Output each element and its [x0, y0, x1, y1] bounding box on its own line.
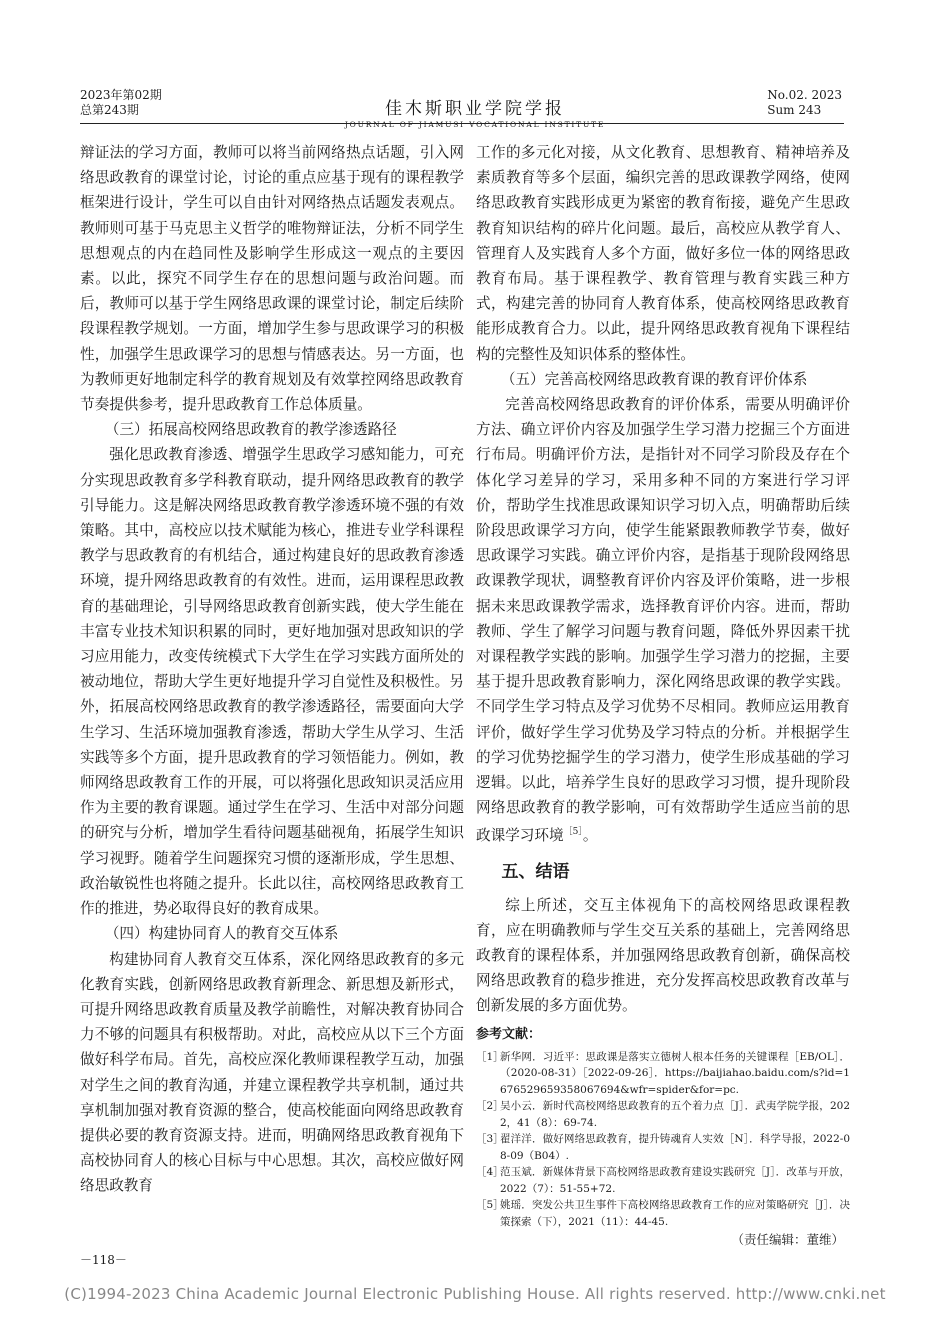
right-column	[476, 140, 850, 1250]
issue-no: No.02. 2023	[767, 88, 842, 102]
paragraph	[476, 392, 850, 849]
citation-5: ［5］	[563, 827, 583, 838]
paragraph: 强化思政教育渗透、增强学生思政学习感知能力，可充分实现思政教育多学科教育联动，提升网络思政教育的教学引导能力。这是解决网络思政教育教学渗透环境不强的有效策略。其中，高校应以技术赋能为核心，推进专业学科课程教学与思政教育的有机结合，通过构建良好的思政教育渗透环境，提升网络思政教育的有效性。进而，运用课程思政教育的基础理论，引导网络思政教育创新实践，使大学生能在丰富专业技术知识积累的同时，更好地加强对思政知识的学习应用能力，改变传统模式下大学生在学习实践方面所处的被动地位，帮助大学生更好地提升学习自觉性及积极性。另外，拓展高校网络思政教育的教学渗透路径，需要面向大学生学习、生活环境加强教育渗透，帮助大学生从学习、生活实践等多个方面，提升思政教育的学习领悟能力。例如，教师网络思政教育工作的开展，可以将强化思政知识灵活应用作为主要的教育课题。通过学生在学习、生活中对部分问题的研究与分析，增加学生看待问题基础视角，拓展学生知识学习视野。随着学生问题探究习惯的逐渐形成，学生思想、政治敏锐性也将随之提升。长此以往，高校网络思政教育工作的推进，势必取得良好的教育成果。	[80, 446, 464, 918]
left-column	[80, 140, 464, 1199]
issue-total: 总第243期	[80, 103, 139, 117]
paragraph: 辩证法的学习方面，教师可以将当前网络热点话题，引入网络思政教育的课堂讨论，讨论的重点应基于现有的课程教学框架进行设计，学生可以自由针对网络热点话题发表观点。教师则可基于马克思主义哲学的唯物辩证法，分析不同学生思想观点的内在趋同性及影响学生形成这一观点的主要因素。以此，探究不同学生存在的思想问题与政治问题。而后，教师可以基于学生网络思政课的课堂讨论，制定后续阶段课程教学规划。一方面，增加学生参与思政课学习的积极性，加强学生思政课学习的思想与情感表达。另一方面，也为教师更好地制定科学的教育规划及有效掌控网络思政教育节奏提供参考，提升思政教育工作总体质量。	[80, 144, 464, 414]
paragraph-text: 完善高校网络思政教育的评价体系，需要从明确评价方法、确立评价内容及加强学生学习潜力挖掘三个方面进行布局。明确评价方法，是指针对不同学习阶段及存在个体化学习差异的学习，采用多种不同的方案进行学习评价，帮助学生找准思政课知识学习切入点，明确帮助后续阶段思政课学习方向，使学生能紧跟教师教学节奏，做好思政课学习实践。确立评价内容，是指基于现阶段网络思政课教学现状，调整教育评价内容及评价策略，进一步根据未来思政课教学需求，选择教育评价内容。进而，帮助教师、学生了解学习问题与教育问题，降低外界因素干扰对课程教学实践的影响。加强学生学习潜力的挖掘，主要基于提升思政教育影响力，深化网络思政课的教学实践。不同学生学习特点及学习优势不尽相同。教师应运用教育评价，做好学生学习优势及学习特点的分析。并根据学生的学习优势挖掘学生的学习潜力，使学生形成基础的学习逻辑。以此，培养学生良好的思政学习习惯，提升现阶段网络思政教育的教学影响，可有效帮助学生适应当前的思政课学习环境	[476, 396, 850, 845]
reference-item	[476, 1098, 850, 1131]
reference-item	[476, 1049, 850, 1099]
section-heading-4: （四）构建协同育人的教育交互体系	[104, 925, 339, 943]
reference-text: 吴小云．新时代高校网络思政教育的五个着力点［J］．武夷学院学报，2022，41（8）：69-74.	[500, 1100, 850, 1129]
journal-subtitle: JOURNAL OF JIAMUSI VOCATIONAL INSTITUTE	[344, 120, 606, 129]
reference-number: ［1］	[476, 1050, 504, 1063]
header-divider	[80, 123, 844, 124]
issue-sum: Sum 243	[767, 103, 822, 117]
reference-number: ［3］	[476, 1133, 504, 1146]
section-heading-3: （三）拓展高校网络思政教育的教学渗透路径	[104, 421, 397, 439]
section-heading-5: （五）完善高校网络思政教育课的教育评价体系	[500, 370, 808, 388]
reference-item	[476, 1131, 850, 1164]
issue-number	[767, 88, 842, 118]
reference-number: ［5］	[476, 1199, 504, 1212]
reference-item	[476, 1197, 850, 1230]
reference-number: ［2］	[476, 1100, 504, 1113]
page-number: －118－	[80, 1253, 127, 1267]
references-title: 参考文献：	[476, 1026, 542, 1042]
reference-number: ［4］	[476, 1166, 504, 1179]
paragraph: 综上所述，交互主体视角下的高校网络思政课程教育，应在明确教师与学生交互关系的基础上，完善网络思政教育的课程体系，并加强网络思政教育创新，确保高校网络思政教育的稳步推进，充分发挥高校思政教育改革与创新发展的多方面优势。	[476, 896, 850, 1015]
responsible-editor: （责任编辑：董维）	[731, 1232, 844, 1248]
conclusion-heading: 五、结语	[501, 861, 570, 882]
reference-text: 新华网．习近平：思政课是落实立德树人根本任务的关键课程［EB/OL］．（2020-08-31）［2022-09-26］．https://baijiahao.baidu.com/s?id=1676529659358067694&wfr=spider&for=pc.	[500, 1050, 850, 1096]
reference-text: 翟洋洋．做好网络思政教育，提升铸魂育人实效［N］．科学导报，2022-08-09（B04）.	[500, 1133, 850, 1162]
paragraph: 构建协同育人教育交互体系，深化网络思政教育的多元化教育实践，创新网络思政教育新理念、新思想及新形式，可提升网络思政教育质量及教学前瞻性，对解决教育协同合力不够的问题具有积极帮助。对此，高校应从以下三个方面做好科学布局。首先，高校应深化教师课程教学互动，加强对学生之间的教育沟通，并建立课程教学共享机制，通过共享机制加强对教育资源的整合，使高校能面向网络思政教育提供必要的教育资源支持。进而，明确网络思政教育视角下高校协同育人的核心目标与中心思想。其次，高校应做好网络思政教育	[80, 950, 464, 1195]
issue-year: 2023年第02期	[80, 88, 162, 102]
reference-item	[476, 1164, 850, 1197]
reference-text: 范玉斌．新媒体背景下高校网络思政教育建设实践研究［J］．改革与开放，2022（7）：51-55+72.	[500, 1166, 850, 1195]
paragraph-end: 。	[582, 827, 598, 845]
journal-title: 佳木斯职业学院学报	[385, 99, 565, 119]
paragraph: 工作的多元化对接，从文化教育、思想教育、精神培养及素质教育等多个层面，编织完善的思政课教学网络，使网络思政教育实践形成更为紧密的教育衔接，避免产生思政教育知识结构的碎片化问题。最后，高校应从教学育人、管理育人及实践育人多个方面，做好多位一体的网络思政教育布局。基于课程教学、教育管理与教育实践三种方式，构建完善的协同育人教育体系，使高校网络思政教育能形成教育合力。以此，提升网络思政教育视角下课程结构的完整性及知识体系的整体性。	[476, 144, 850, 363]
copyright-footer: (C)1994-2023 China Academic Journal Electronic Publishing House. All rights reserved. http://www.cnki.net	[64, 1285, 886, 1303]
reference-text: 姚瑶．突发公共卫生事件下高校网络思政教育工作的应对策略研究［J］．决策探索（下），2021（11）：44-45.	[500, 1199, 850, 1228]
